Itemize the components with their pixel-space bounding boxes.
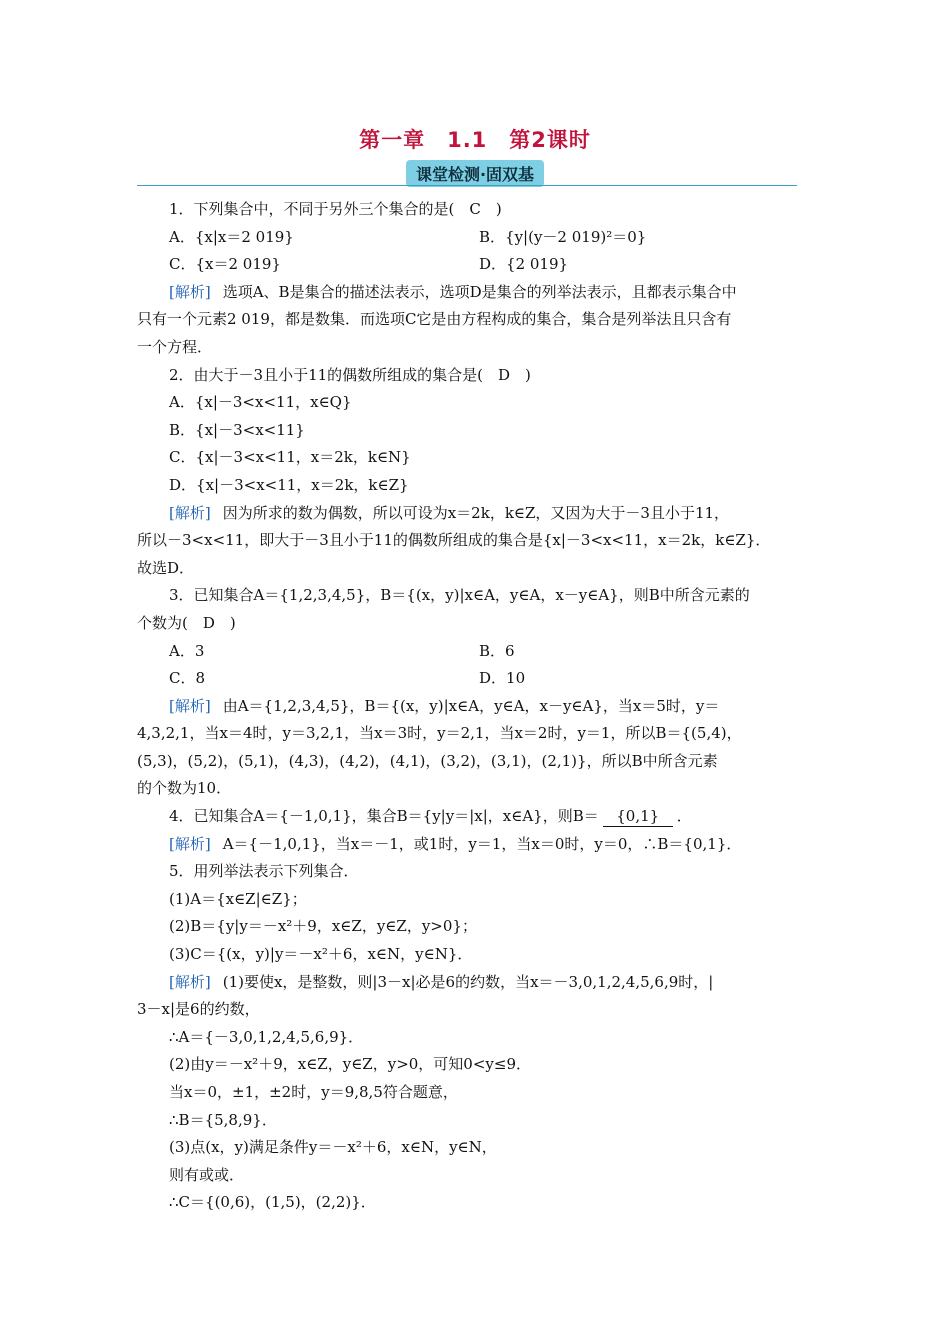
question-1-stem: 1．下列集合中，不同于另外三个集合的是( C ) xyxy=(169,200,502,218)
analysis-label: [解析] xyxy=(169,972,211,991)
section-banner: 课堂检测·固双基 xyxy=(406,160,544,187)
question-3-options-row-2 xyxy=(137,665,817,693)
option-c: C．8 xyxy=(169,669,206,688)
question-3-stem-line-2: 个数为( D ) xyxy=(137,613,236,632)
exercise-content xyxy=(137,196,817,1217)
section-banner-wrap xyxy=(0,160,950,187)
answer-blank: {0,1} xyxy=(603,806,673,827)
question-5-part-2: (2)B＝{y|y＝－x²＋9，x∈Z，y∈Z，y>0}； xyxy=(169,917,477,936)
option-d: D．{x|－3<x<11，x＝2k，k∈Z} xyxy=(169,475,409,494)
analysis-3-line-2: 4,3,2,1，当x＝4时，y＝3,2,1，当x＝3时，y＝2,1，当x＝2时，y＝1，所以B＝{(5,4)， xyxy=(137,724,742,743)
option-d: D．{2 019} xyxy=(479,255,569,274)
question-4-stem-text: 4．已知集合A＝{－1,0,1}，集合B＝{y|y＝|x|，x∈A}，则B＝ xyxy=(169,807,599,826)
analysis-5-line-3: ∴A＝{－3,0,1,2,4,5,6,9}． xyxy=(169,1027,364,1046)
question-5-part-1: (1)A＝{x∈Z|∈Z}； xyxy=(169,889,307,908)
analysis-5-line-8: 则有或或． xyxy=(169,1165,245,1184)
question-3-options-row-1 xyxy=(137,638,817,666)
analysis-text: 由A＝{1,2,3,4,5}，B＝{(x，y)|x∈A，y∈A，x－y∈A}，当x＝5时，y＝ xyxy=(222,696,720,715)
question-3-stem-line-1: 3．已知集合A＝{1,2,3,4,5}，B＝{(x，y)|x∈A，y∈A，x－y∈A}，则B中所含元素的 xyxy=(169,586,750,605)
analysis-text: A＝{－1,0,1}，当x＝－1，或1时，y＝1，当x＝0时，y＝0，∴B＝{0,1}． xyxy=(222,834,742,853)
analysis-2-line-2: 所以－3<x<11，即大于－3且小于11的偶数所组成的集合是{x|－3<x<11，x＝2k，k∈Z}． xyxy=(137,531,771,550)
analysis-text: 选项A、B是集合的描述法表示，选项D是集合的列举法表示，且都表示集合中 xyxy=(222,282,737,301)
analysis-5-line-1 xyxy=(137,969,817,997)
analysis-2-line-3: 故选D． xyxy=(137,558,195,577)
question-5-part-3: (3)C＝{(x，y)|y＝－x²＋6，x∈N，y∈N}． xyxy=(169,945,473,964)
analysis-3-line-4: 的个数为10． xyxy=(137,779,232,798)
analysis-5-line-5: 当x＝0，±1，±2时，y＝9,8,5符合题意， xyxy=(169,1083,458,1101)
option-b: B．6 xyxy=(479,641,515,660)
option-a: A．{x|x＝2 019} xyxy=(169,227,294,246)
option-b: B．{y|(y－2 019)²＝0} xyxy=(479,227,647,246)
analysis-label: [解析] xyxy=(169,834,211,853)
analysis-text: (1)要使x，是整数，则|3－x|必是6的约数，当x＝－3,0,1,2,4,5,6,9时，| xyxy=(222,972,714,991)
analysis-1-line-1 xyxy=(137,279,817,307)
option-a: A．{x|－3<x<11，x∈Q} xyxy=(169,393,352,412)
analysis-5-line-2: 3－x|是6的约数， xyxy=(137,1000,260,1019)
analysis-label: [解析] xyxy=(169,696,211,715)
option-d: D．10 xyxy=(479,669,526,688)
analysis-1-line-3: 一个方程． xyxy=(137,337,213,356)
analysis-5-line-6: ∴B＝{5,8,9}． xyxy=(169,1110,277,1129)
analysis-text: 因为所求的数为偶数，所以可设为x＝2k，k∈Z，又因为大于－3且小于11， xyxy=(222,503,730,522)
analysis-label: [解析] xyxy=(169,282,211,301)
question-4-stem-end: ． xyxy=(676,807,692,826)
analysis-2-line-1 xyxy=(137,500,817,528)
analysis-3-line-3: (5,3)，(5,2)，(5,1)，(4,3)，(4,2)，(4,1)，(3,2)，(3,1)，(2,1)}，所以B中所含元素 xyxy=(137,751,718,770)
option-c: C．{x＝2 019} xyxy=(169,255,281,274)
header-divider xyxy=(137,185,797,186)
analysis-label: [解析] xyxy=(169,503,211,522)
question-2-stem: 2．由大于－3且小于11的偶数所组成的集合是( D ) xyxy=(169,365,531,384)
analysis-5-line-4: (2)由y＝－x²＋9，x∈Z，y∈Z，y>0，可知0<y≤9． xyxy=(169,1055,532,1074)
question-1-options-row-2 xyxy=(137,251,817,279)
page-title: 第一章 1.1 第2课时 xyxy=(359,128,591,152)
option-a: A．3 xyxy=(169,641,205,660)
analysis-5-line-9: ∴C＝{(0,6)，(1,5)，(2,2)}． xyxy=(169,1193,376,1212)
analysis-3-line-1 xyxy=(137,693,817,721)
question-4-stem xyxy=(137,803,817,831)
analysis-4-line-1 xyxy=(137,831,817,859)
option-b: B．{x|－3<x<11} xyxy=(169,420,305,439)
question-1-options-row-1 xyxy=(137,224,817,252)
analysis-1-line-2: 只有一个元素2 019，都是数集．而选项C它是由方程构成的集合，集合是列举法且只含有 xyxy=(137,310,732,329)
question-5-stem: 5．用列举法表示下列集合． xyxy=(169,862,359,881)
option-c: C．{x|－3<x<11，x＝2k，k∈N} xyxy=(169,448,411,467)
analysis-5-line-7: (3)点(x，y)满足条件y＝－x²＋6，x∈N，y∈N， xyxy=(169,1138,497,1157)
